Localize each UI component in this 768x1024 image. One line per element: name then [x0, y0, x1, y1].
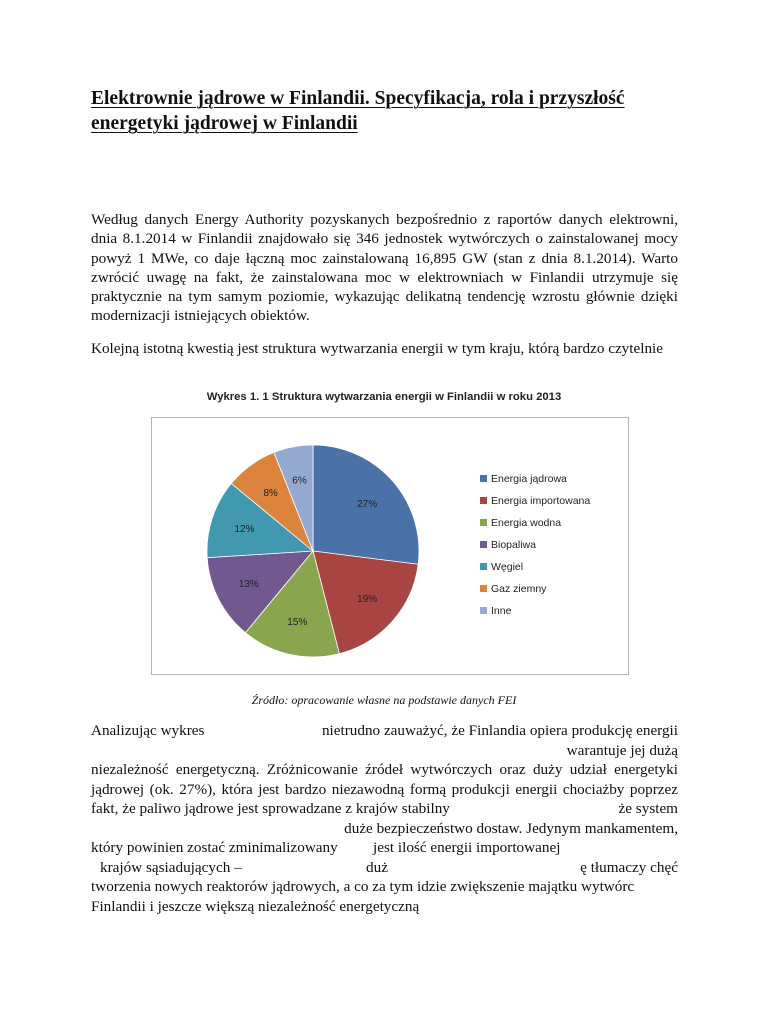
- legend-swatch: [480, 541, 487, 548]
- pie-chart-frame: [151, 417, 629, 675]
- analysis-line: [91, 838, 678, 858]
- legend-label: Węgiel: [491, 561, 524, 573]
- legend-label: Energia wodna: [491, 517, 562, 529]
- document-title: Elektrownie jądrowe w Finlandii. Specyfikacja, rola i przyszłość energetyki jądrowej w Finlandii: [91, 88, 625, 134]
- pie-data-label: 12%: [234, 524, 255, 536]
- legend-swatch: [480, 497, 487, 504]
- pie-data-label: 15%: [287, 616, 308, 628]
- analysis-fragment: duż: [366, 858, 388, 876]
- pie-chart: [152, 418, 628, 674]
- legend-label: Energia importowana: [491, 495, 591, 507]
- analysis-line: niezależność energetyczną. Zróżnicowanie źródeł wytwórczych oraz duży udział energetyki: [91, 761, 678, 778]
- analysis-fragment: jest ilość energii importowanej: [373, 839, 561, 856]
- legend-label: Energia jądrowa: [491, 473, 567, 485]
- analysis-text: [91, 721, 678, 916]
- analysis-line: Finlandii i jeszcze większą niezależność energetyczną: [91, 897, 420, 915]
- legend-swatch: [480, 563, 487, 570]
- pie-data-label: 19%: [357, 594, 378, 606]
- legend-swatch: [480, 607, 487, 614]
- analysis-fragment: warantuje jej dużą: [566, 741, 678, 759]
- pie-data-label: 27%: [357, 498, 378, 510]
- analysis-fragment: ę tłumaczy chęć: [580, 858, 678, 876]
- legend-swatch: [480, 475, 487, 482]
- paragraph-structure-intro: Kolejną istotną kwestią jest struktura wytwarzania energii w tym kraju, którą bardzo czytelnie: [91, 340, 664, 357]
- paragraph-energy-authority: Według danych Energy Authority pozyskanych bezpośrednio z raportów danych elektrowni, dnia 8.1.2014 w Finlandii znajdowało się 346 jednostek wytwórczych o zainstalowanej mocy powyż 1 MWe, co daje łączną moc zainstalowaną 16,895 GW (stan z dnia 8.1.2014). Warto zwrócić uwagę na fakt, że zainstalowana moc w elektrowniach w Finlandii utrzymuje się praktycznie na tym samym poziomie, wykazując delikatną tendencję wzrostu głównie dzięki modernizacji istniejących obiektów.: [91, 211, 678, 325]
- chart-title: Wykres 1. 1 Struktura wytwarzania energii w Finlandii w roku 2013: [206, 391, 562, 403]
- analysis-line: [91, 799, 678, 819]
- analysis-fragment: że system: [618, 800, 678, 817]
- legend-label: Inne: [491, 605, 512, 617]
- analysis-line: [91, 858, 678, 878]
- legend-label: Biopaliwa: [491, 539, 536, 551]
- analysis-fragment: który powinien zostać zminimalizowany: [91, 839, 338, 856]
- analysis-line: jądrowej (ok. 27%), która jest bardzo niezawodną formą produkcji energii chociażby poprzez: [91, 780, 678, 798]
- analysis-fragment: duże bezpieczeństwo dostaw. Jedynym mankamentem,: [344, 819, 678, 837]
- pie-data-label: 6%: [292, 475, 307, 487]
- chart-source-note: Źródło: opracowanie własne na podstawie danych FEI: [251, 693, 517, 707]
- legend-label: Gaz ziemny: [491, 583, 547, 595]
- pie-data-label: 8%: [263, 488, 278, 500]
- legend-swatch: [480, 585, 487, 592]
- analysis-line: [91, 819, 678, 839]
- analysis-line: [91, 721, 678, 741]
- analysis-line: tworzenia nowych reaktorów jądrowych, a co za tym idzie zwiększenie majątku wytwórc: [91, 878, 635, 895]
- analysis-fragment: krajów sąsiadujących –: [100, 858, 242, 876]
- legend-swatch: [480, 519, 487, 526]
- analysis-fragment: Analizując wykres: [91, 722, 205, 739]
- analysis-fragment: nietrudno zauważyć, że Finlandia opiera produkcję energii: [321, 722, 678, 739]
- analysis-line: [91, 741, 678, 761]
- analysis-fragment: fakt, że paliwo jądrowe jest sprowadzane z krajów stabilny: [91, 800, 450, 817]
- pie-data-label: 13%: [238, 579, 259, 591]
